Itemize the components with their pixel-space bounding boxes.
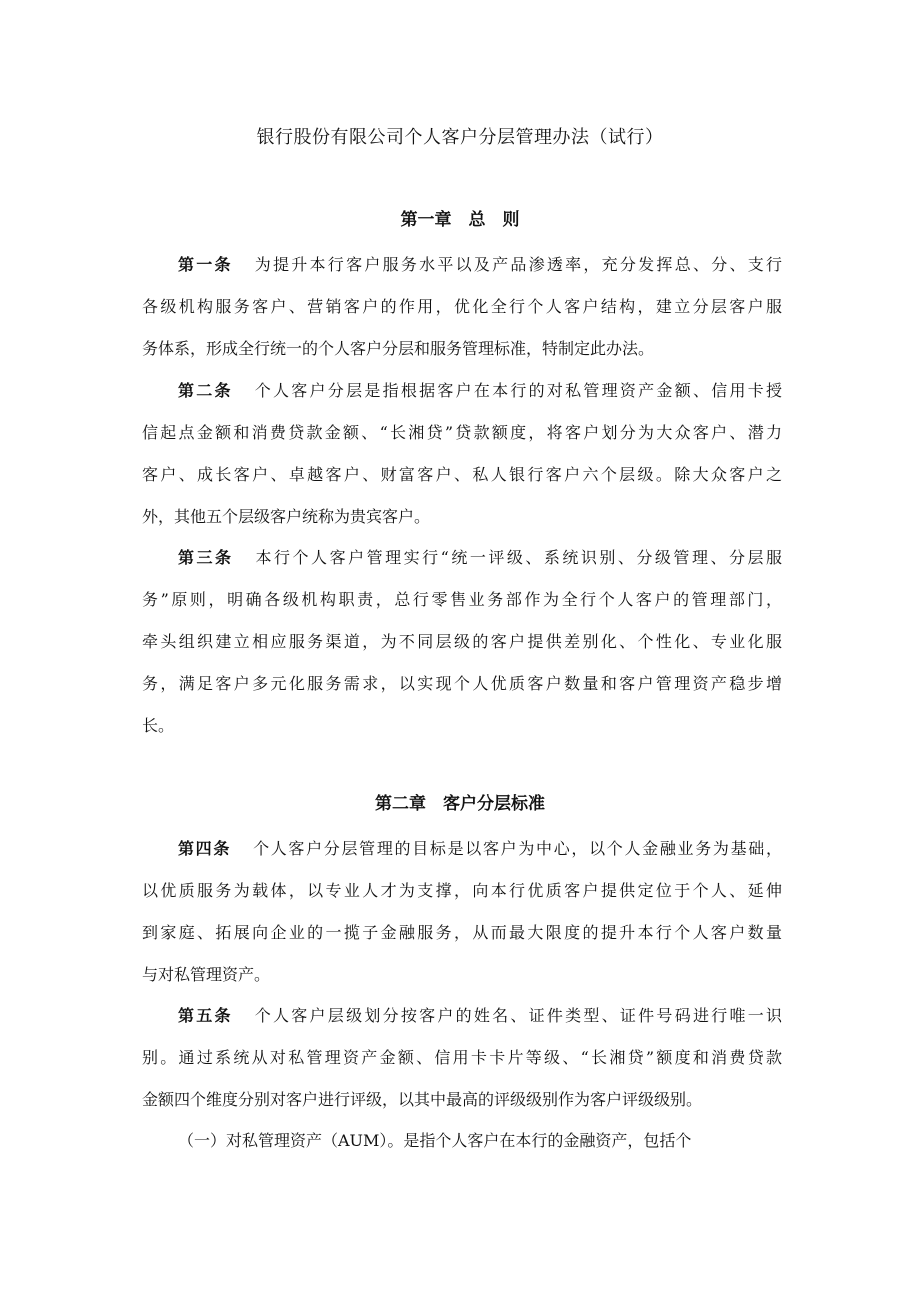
article-4-line-4: 与对私管理资产。 bbox=[142, 965, 271, 984]
article-3-line-2: 务”原则，明确各级机构职责，总行零售业务部作为全行个人客户的管理部门， bbox=[142, 590, 782, 609]
article-3-line-5: 长。 bbox=[142, 716, 175, 735]
article-5-line-3: 金额四个维度分别对客户进行评级，以其中最高的评级级别作为客户评级级别。 bbox=[142, 1090, 703, 1109]
article-5-line-2: 别。通过系统从对私管理资产金额、信用卡卡片等级、“长湘贷”额度和消费贷款 bbox=[142, 1048, 782, 1067]
article-5-line-1: 第五条 个人客户层级划分按客户的姓名、证件类型、证件号码进行唯一识 bbox=[178, 1006, 782, 1025]
article-1-line-2: 各级机构服务客户、营销客户的作用，优化全行个人客户结构，建立分层客户服 bbox=[142, 297, 782, 316]
article-1-line-3: 务体系，形成全行统一的个人客户分层和服务管理标准，特制定此办法。 bbox=[142, 339, 655, 358]
article-4-line-1: 第四条 个人客户分层管理的目标是以客户为中心，以个人金融业务为基础， bbox=[178, 839, 782, 858]
article-2-label: 第二条 bbox=[178, 381, 233, 400]
article-3-line-3: 牵头组织建立相应服务渠道，为不同层级的客户提供差别化、个性化、专业化服 bbox=[142, 632, 782, 651]
article-2-line-4: 外，其他五个层级客户统称为贵宾客户。 bbox=[142, 507, 431, 526]
article-5-label: 第五条 bbox=[178, 1006, 233, 1025]
article-4-line-3: 到家庭、拓展向企业的一揽子金融服务，从而最大限度的提升本行个人客户数量 bbox=[142, 923, 782, 942]
document-title: 银行股份有限公司个人客户分层管理办法（试行） bbox=[256, 127, 664, 148]
chapter-1-heading: 第一章 总 则 bbox=[400, 210, 520, 230]
article-3-line-1: 第三条 本行个人客户管理实行“统一评级、系统识别、分级管理、分层服 bbox=[178, 548, 782, 567]
article-1-line-1: 第一条 为提升本行客户服务水平以及产品渗透率，充分发挥总、分、支行 bbox=[178, 255, 782, 274]
sub-item-1-line-1: （一）对私管理资产（AUM）。是指个人客户在本行的金融资产，包括个 bbox=[178, 1131, 692, 1150]
article-2-line-3: 客户、成长客户、卓越客户、财富客户、私人银行客户六个层级。除大众客户之 bbox=[142, 465, 782, 484]
article-2-line-2: 信起点金额和消费贷款金额、“长湘贷”贷款额度，将客户划分为大众客户、潜力 bbox=[142, 423, 782, 442]
article-3-line-4: 务，满足客户多元化服务需求，以实现个人优质客户数量和客户管理资产稳步增 bbox=[142, 674, 782, 693]
article-3-label: 第三条 bbox=[178, 548, 234, 567]
article-4-label: 第四条 bbox=[178, 839, 232, 858]
article-2-line-1: 第二条 个人客户分层是指根据客户在本行的对私管理资产金额、信用卡授 bbox=[178, 381, 782, 400]
article-1-label: 第一条 bbox=[178, 255, 233, 274]
chapter-2-heading: 第二章 客户分层标准 bbox=[375, 794, 545, 814]
article-4-line-2: 以优质服务为载体，以专业人才为支撑，向本行优质客户提供定位于个人、延伸 bbox=[142, 881, 782, 900]
